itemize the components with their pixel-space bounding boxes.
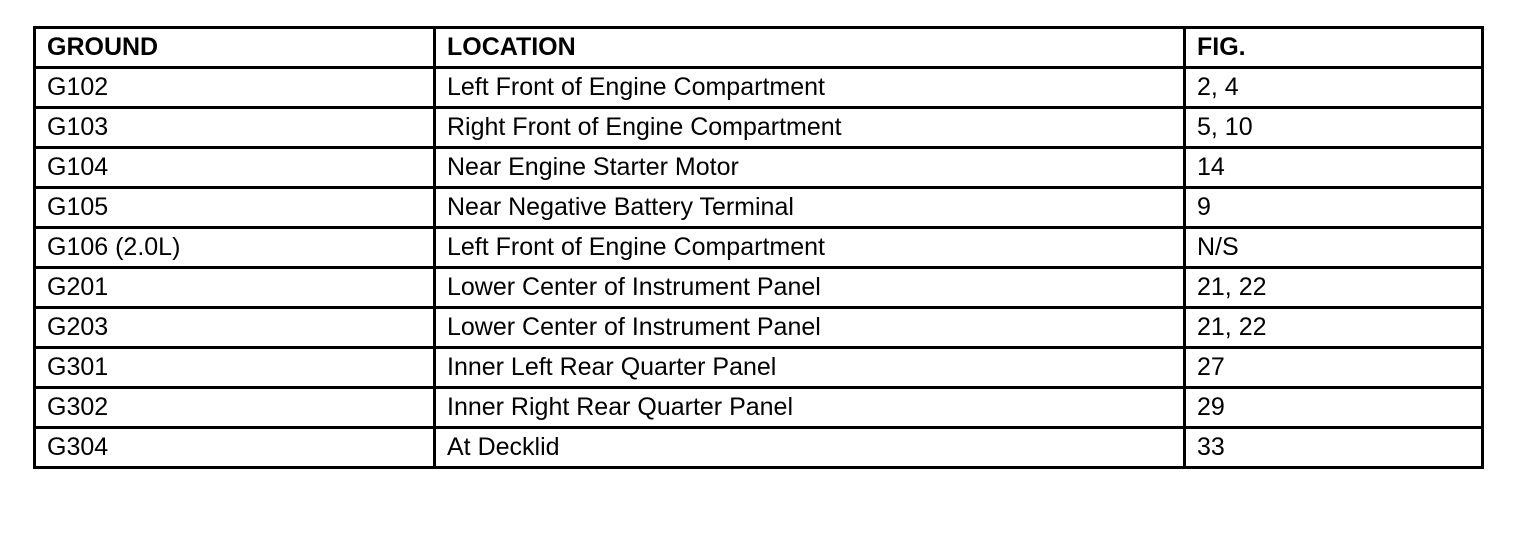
header-location: LOCATION — [435, 28, 1185, 68]
cell-ground: G201 — [35, 268, 435, 308]
table-row — [35, 108, 1483, 148]
cell-ground: G304 — [35, 428, 435, 468]
table-row — [35, 388, 1483, 428]
cell-fig: 21, 22 — [1185, 308, 1483, 348]
cell-location: Left Front of Engine Compartment — [435, 68, 1185, 108]
cell-ground: G105 — [35, 188, 435, 228]
table-row — [35, 228, 1483, 268]
ground-location-table — [33, 26, 1484, 469]
cell-location: Near Negative Battery Terminal — [435, 188, 1185, 228]
table-row — [35, 348, 1483, 388]
cell-location: Inner Right Rear Quarter Panel — [435, 388, 1185, 428]
table-row — [35, 188, 1483, 228]
cell-ground: G302 — [35, 388, 435, 428]
cell-fig: 9 — [1185, 188, 1483, 228]
cell-location: Lower Center of Instrument Panel — [435, 268, 1185, 308]
cell-location: At Decklid — [435, 428, 1185, 468]
cell-fig: 5, 10 — [1185, 108, 1483, 148]
table-row — [35, 308, 1483, 348]
cell-location: Near Engine Starter Motor — [435, 148, 1185, 188]
cell-location: Lower Center of Instrument Panel — [435, 308, 1185, 348]
cell-fig: 33 — [1185, 428, 1483, 468]
cell-fig: 27 — [1185, 348, 1483, 388]
cell-ground: G106 (2.0L) — [35, 228, 435, 268]
cell-ground: G203 — [35, 308, 435, 348]
cell-ground: G104 — [35, 148, 435, 188]
cell-location: Right Front of Engine Compartment — [435, 108, 1185, 148]
cell-fig: 29 — [1185, 388, 1483, 428]
cell-location: Inner Left Rear Quarter Panel — [435, 348, 1185, 388]
table-header-row — [35, 28, 1483, 68]
table-row — [35, 428, 1483, 468]
cell-ground: G103 — [35, 108, 435, 148]
cell-ground: G301 — [35, 348, 435, 388]
header-fig: FIG. — [1185, 28, 1483, 68]
cell-location: Left Front of Engine Compartment — [435, 228, 1185, 268]
header-ground: GROUND — [35, 28, 435, 68]
cell-fig: 21, 22 — [1185, 268, 1483, 308]
cell-fig: N/S — [1185, 228, 1483, 268]
cell-ground: G102 — [35, 68, 435, 108]
table-row — [35, 268, 1483, 308]
table-row — [35, 148, 1483, 188]
cell-fig: 14 — [1185, 148, 1483, 188]
cell-fig: 2, 4 — [1185, 68, 1483, 108]
table-row — [35, 68, 1483, 108]
